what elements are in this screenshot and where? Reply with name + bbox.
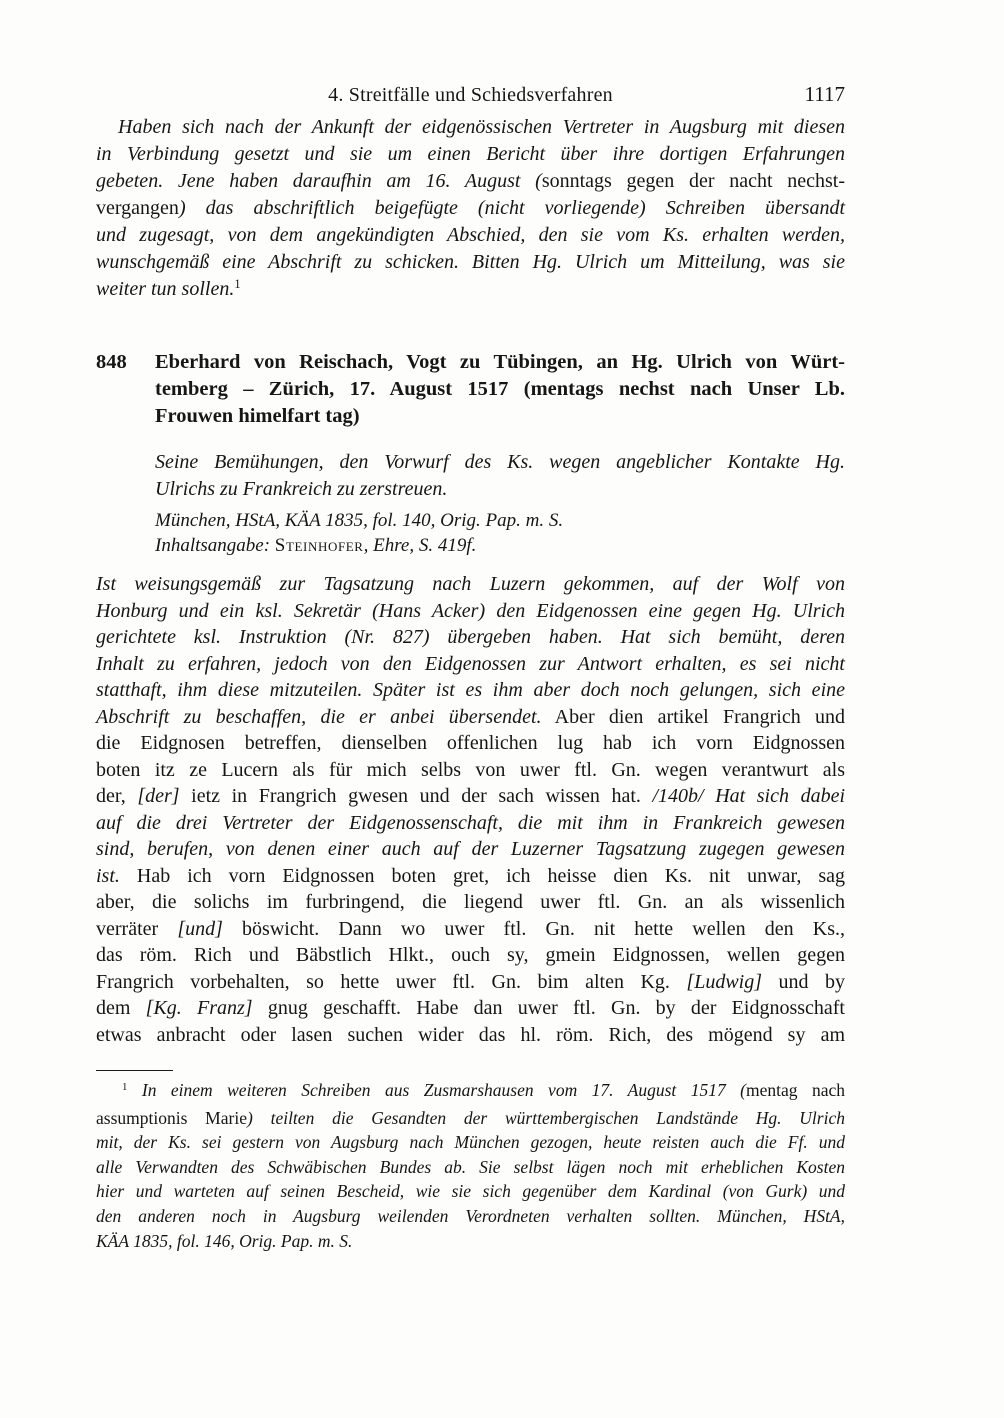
page-number: 1117 bbox=[804, 82, 845, 106]
text-line: gebeten. Jene haben daraufhin am 16. August (sonntags gegen der nacht nechst- bbox=[96, 170, 846, 192]
footnote-rule bbox=[96, 1070, 173, 1071]
text-line: alle Verwandten des Schwäbischen Bundes ab. Sie selbst lägen noch mit erheblichen Kosten bbox=[96, 1156, 845, 1177]
text-line: der, [der] ietz in Frangrich gwesen und der sach wissen hat. /140b/ Hat sich dabei bbox=[96, 785, 846, 807]
text-line: weiter tun sollen.$^1$ bbox=[96, 277, 241, 300]
text-line: $^1$ In einem weiteren Schreiben aus Zusmarshausen vom 17. August 1517 (mentag nach bbox=[122, 1080, 846, 1100]
entry-title bbox=[155, 349, 845, 430]
text-line: Honburg und ein ksl. Sekretär (Hans Acker) den Eidgenossen eine gegen Hg. Ulrich bbox=[96, 599, 845, 622]
section-title: 4. Streitfälle und Schiedsverfahren bbox=[328, 84, 613, 106]
text-line: Frouwen himelfart tag) bbox=[155, 405, 360, 427]
text-line: etwas anbracht oder lasen suchen wider das hl. röm. Rich, des mögend sy am bbox=[96, 1023, 845, 1046]
text-line: Haben sich nach der Ankunft der eidgenössischen Vertreter in Augsburg mit diesen bbox=[118, 116, 845, 138]
footnote bbox=[96, 1078, 845, 1253]
text-line: ist. Hab ich vorn Eidgnossen boten gret, ich heisse dien Ks. nit unwar, sag bbox=[96, 864, 845, 887]
entry-number: 848 bbox=[96, 351, 127, 373]
text-line: dem [Kg. Franz] gnug geschafft. Habe dan uwer ftl. Gn. by der Eidgnosschaft bbox=[96, 997, 845, 1019]
entry-source-citation bbox=[155, 508, 845, 558]
text-line: in Verbindung gesetzt und sie um einen Bericht über ihre dortigen Erfahrungen bbox=[96, 143, 845, 165]
text-line: vergangen) das abschriftlich beigefügte (nicht vorliegende) Schreiben übersandt bbox=[96, 197, 845, 219]
text-line: temberg – Zürich, 17. August 1517 (mentags nechst nach Unser Lb. bbox=[155, 378, 845, 400]
text-line: Abschrift zu beschaffen, die er anbei übersendet. Aber dien artikel Frangrich und bbox=[96, 705, 845, 728]
text-line: München, HStA, KÄA 1835, fol. 140, Orig. Pap. m. S. bbox=[155, 510, 564, 531]
text-line: verräter [und] böswicht. Dann wo uwer ftl. Gn. nit hette wellen den Ks., bbox=[96, 917, 845, 940]
text-line: sind, berufen, von denen einer auch auf der Luzerner Tagsatzung zugegen gewesen bbox=[96, 838, 845, 860]
text-line: den anderen noch in Augsburg weilenden Verordneten verhalten sollten. München, HStA, bbox=[96, 1205, 845, 1226]
entry-heading bbox=[96, 349, 845, 430]
text-line: das röm. Rich und Bäbstlich Hlkt., ouch sy, gmein Eidgnossen, wellen gegen bbox=[96, 944, 845, 966]
text-line: hier und warteten auf seinen Bescheid, wie sie sich gegenüber dem Kardinal (von Gurk) und bbox=[96, 1181, 845, 1202]
text-line: und zugesagt, von dem angekündigten Abschied, den sie vom Ks. erhalten werden, bbox=[96, 224, 845, 246]
entry-body-text bbox=[96, 571, 845, 1048]
text-line: KÄA 1835, fol. 146, Orig. Pap. m. S. bbox=[96, 1230, 353, 1251]
text-line: Ist weisungsgemäß zur Tagsatzung nach Luzern gekommen, auf der Wolf von bbox=[96, 573, 845, 595]
entry-summary bbox=[155, 449, 845, 503]
text-line: die Eidgnosen betreffen, dienselben offenlichen lug hab ich vorn Eidgnossen bbox=[96, 732, 845, 754]
text-line: Seine Bemühungen, den Vorwurf des Ks. wegen angeblicher Kontakte Hg. bbox=[155, 451, 845, 473]
text-line: mit, der Ks. sei gestern von Augsburg nach München gezogen, heute reisten auch die Ff. und bbox=[96, 1132, 845, 1153]
text-line: auf die drei Vertreter der Eidgenossenschaft, die mit ihm in Frankreich gewesen bbox=[96, 811, 845, 834]
running-head bbox=[96, 84, 845, 107]
text-line: Inhaltsangabe: Steinhofer, Ehre, S. 419f. bbox=[155, 535, 477, 556]
text-line: aber, die solichs im furbringend, die liegend uwer ftl. Gn. an als wissenlich bbox=[96, 891, 845, 913]
text-line: assumptionis Marie) teilten die Gesandten der württembergischen Landstände Hg. Ulrich bbox=[96, 1107, 845, 1128]
text-line: statthaft, ihm diese mitzuteilen. Später ist es ihm aber doch noch gelungen, sich eine bbox=[96, 679, 845, 701]
text-line: Eberhard von Reischach, Vogt zu Tübingen, an Hg. Ulrich von Würt- bbox=[155, 351, 845, 373]
intro-regest-paragraph bbox=[96, 114, 845, 305]
text-line: Ulrichs zu Frankreich zu zerstreuen. bbox=[155, 478, 448, 500]
text-line: gerichtete ksl. Instruktion (Nr. 827) übergeben haben. Hat sich bemüht, deren bbox=[96, 626, 845, 648]
text-line: Frangrich vorbehalten, so hette uwer ftl. Gn. bim alten Kg. [Ludwig] und by bbox=[96, 970, 845, 993]
text-line: Inhalt zu erfahren, jedoch von den Eidgenossen zur Antwort erhalten, es sei nicht bbox=[96, 652, 845, 675]
text-line: wunschgemäß eine Abschrift zu schicken. Bitten Hg. Ulrich um Mitteilung, was sie bbox=[96, 251, 845, 273]
text-line: boten itz ze Lucern als für mich selbs von uwer ftl. Gn. wegen verantwurt als bbox=[96, 758, 845, 781]
